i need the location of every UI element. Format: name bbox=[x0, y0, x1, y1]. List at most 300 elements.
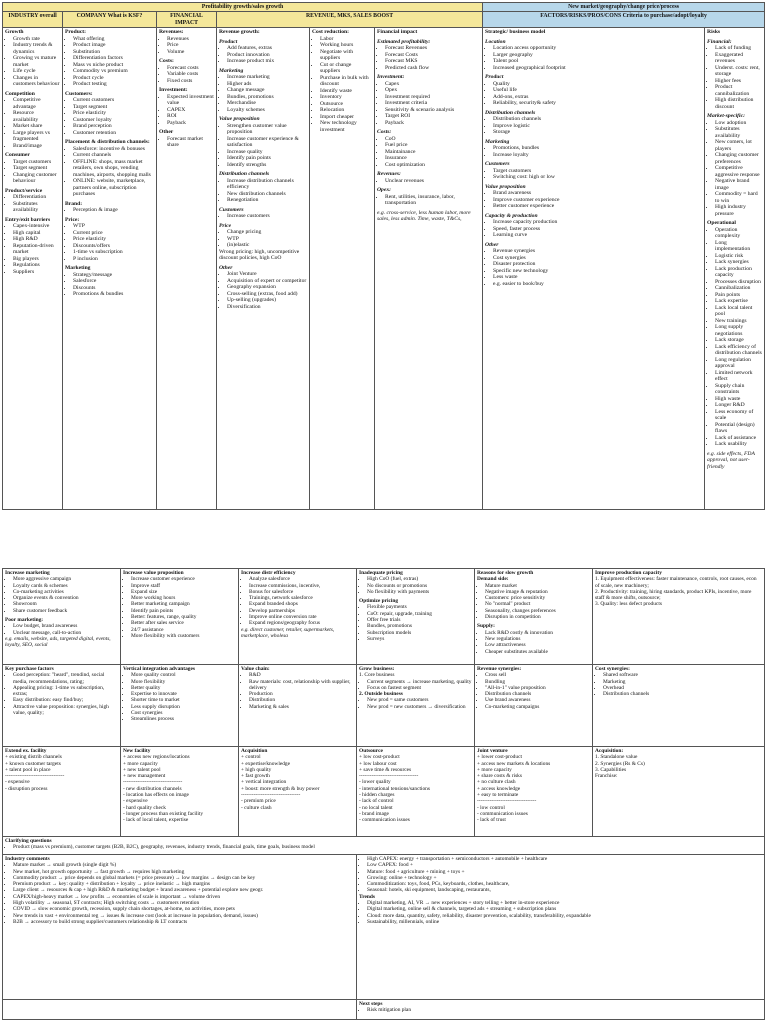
section-title: Consumer bbox=[5, 152, 30, 159]
list-item: • Long regulation approval bbox=[715, 357, 762, 370]
section-title: Capacity & production bbox=[485, 212, 538, 219]
list-item: • Better customer experience bbox=[493, 203, 702, 210]
list-item: • Joint Venture bbox=[227, 271, 307, 278]
list-item: • Increase marketing bbox=[227, 74, 307, 81]
section-title: Location bbox=[485, 38, 506, 45]
list-item: • Less supply disruption bbox=[131, 704, 236, 710]
list-item: • WTP bbox=[73, 223, 154, 230]
list-item: • High R&D bbox=[13, 236, 60, 243]
list-item: • Surveys bbox=[367, 636, 472, 642]
section-list bbox=[5, 223, 60, 275]
cell-line: + low cost-product bbox=[359, 754, 400, 761]
cell-line: 1. Equipment effectiveness: faster maintenance, controls, root causes, econ of scale, new machinery; bbox=[595, 576, 757, 589]
list-item: • Switching cost: high or low bbox=[493, 174, 702, 181]
cell-title: Trends bbox=[359, 893, 375, 900]
list-item: • Volume bbox=[167, 49, 214, 56]
section-title: Customers bbox=[219, 206, 244, 213]
list-item: • Expected investment value bbox=[167, 94, 214, 107]
list-item: • CoO: repair, upgrade, training bbox=[367, 611, 472, 617]
cell-line: - low control bbox=[477, 804, 505, 811]
cell-note: e.g. direct customer, retailer, supermarkets, marketplace, wholesa bbox=[241, 626, 335, 639]
list-item: • Purchase in bulk with discount bbox=[320, 75, 372, 88]
section-title: Entry/exit barriers bbox=[5, 216, 51, 223]
list-item: • Payback bbox=[385, 120, 480, 127]
section-title: Operational bbox=[707, 220, 736, 227]
section-list bbox=[485, 219, 702, 239]
section-title: Costs: bbox=[159, 58, 174, 65]
section-title: Price: bbox=[65, 216, 80, 223]
list-item: • Current customers bbox=[73, 97, 154, 104]
section-note: Wrong pricing: high, uncompetitive discount policies, high CoO bbox=[219, 248, 300, 262]
framework-cell bbox=[3, 665, 121, 747]
list-item: • Cost synergies bbox=[131, 710, 236, 716]
section-list bbox=[65, 223, 154, 262]
list-item: • Sensitivity & scenario analysis bbox=[385, 107, 480, 114]
cell-line: + access new regions/locations bbox=[123, 754, 190, 761]
list-item: • Identify pain points bbox=[131, 608, 236, 614]
list-item: • Lack local talent pool bbox=[715, 305, 762, 318]
list-item: • Identify strengths bbox=[227, 162, 307, 169]
list-item: • Attractive value proposition: synergies, high value, quality; bbox=[13, 704, 118, 717]
cell-line: 2. Synergies (Rs & Cs) bbox=[595, 760, 645, 767]
list-item: • Negative brand image bbox=[715, 178, 762, 191]
column-note: e.g. cross-service, less human labor, more sales, less admin. Time, waste, T&Cs, bbox=[377, 209, 471, 223]
section-list bbox=[159, 94, 214, 127]
cell-line: - longer process than existing facility bbox=[123, 810, 204, 817]
cell-list bbox=[359, 856, 762, 894]
list-item: • Variable costs bbox=[167, 71, 214, 78]
list-item: • Easy distribution: easy find/buy; bbox=[13, 697, 118, 703]
section-title: Revenues: bbox=[159, 29, 184, 36]
top-framework-table bbox=[2, 2, 765, 510]
cell-line: - premium price bbox=[241, 798, 276, 805]
section-list bbox=[707, 45, 762, 110]
section-title: Market-specific: bbox=[707, 113, 745, 120]
cell-line: + control bbox=[241, 754, 261, 761]
list-item: • Change message bbox=[227, 87, 307, 94]
cell-title: Improve production capacity bbox=[595, 570, 662, 576]
company-column bbox=[63, 28, 157, 510]
list-item: • Digital marketing, online sell & channels, targeted ads + streaming + subscription plans bbox=[367, 906, 762, 912]
list-item: • Fuel price bbox=[385, 142, 480, 149]
cell-line: + new management bbox=[123, 773, 166, 780]
section-list bbox=[377, 136, 480, 169]
list-item: • Change pricing bbox=[227, 229, 307, 236]
section-list bbox=[485, 45, 702, 71]
strategic-column bbox=[483, 28, 705, 510]
section-title: Distribution channels bbox=[219, 171, 270, 178]
list-item: • Cannibalization bbox=[715, 285, 762, 292]
list-item: • Bundles, promotions bbox=[367, 623, 472, 629]
list-item: • Discounts bbox=[73, 285, 154, 292]
section-title: Financial: bbox=[707, 38, 732, 45]
list-item: • B2B → accessory to build strong supplier/customers relationship & LT contracts bbox=[13, 919, 354, 925]
list-item: • Current channels bbox=[73, 152, 154, 159]
column-note: e.g. side effects, FDA approval, not user-friendly bbox=[707, 450, 755, 470]
list-item: • Cloud: more data, quantity, safety, reliability, disaster prevention, scalability, transferability, expandable bbox=[367, 913, 762, 919]
section-title: Opex: bbox=[377, 187, 391, 194]
cell-line: 1. Core business bbox=[359, 672, 395, 679]
list-item: • Expand branded shops bbox=[249, 601, 354, 607]
section-list bbox=[485, 190, 702, 210]
framework-cell bbox=[357, 665, 475, 747]
clarifying-questions bbox=[3, 837, 765, 855]
list-item: • Shared software bbox=[603, 672, 762, 678]
cell-list bbox=[477, 630, 590, 655]
financial-impact-column bbox=[375, 28, 483, 510]
cell-line: - communication issues bbox=[477, 810, 528, 817]
list-item: • Maintainance bbox=[385, 149, 480, 156]
list-item: • Less waste bbox=[493, 274, 702, 281]
framework-cell bbox=[593, 569, 765, 665]
cell-line: + boost: more strength & buy power bbox=[241, 785, 320, 792]
list-item: • Increase commissions, incentive, bbox=[249, 583, 354, 589]
list-item: • Brand awareness bbox=[493, 190, 702, 197]
section-title: Costs: bbox=[377, 129, 392, 136]
list-item: • Processes disruption bbox=[715, 279, 762, 286]
cell-title: Industry comments bbox=[5, 856, 50, 862]
list-item: • Product (mass vs premium), customer targets (B2B, B2C), geography, revenues, industry trends, financial goals, time goals, business model bbox=[13, 844, 762, 850]
list-item: • Logistic risk bbox=[715, 253, 762, 260]
cell-line: + vertical integration bbox=[241, 779, 287, 786]
list-item: • Strategy/message bbox=[73, 272, 154, 279]
list-item: • Customer retention bbox=[73, 130, 154, 137]
cell-line: 1. Standalone value bbox=[595, 754, 638, 761]
section-title: Product bbox=[219, 38, 238, 45]
list-item: • Shorter time to market bbox=[131, 697, 236, 703]
list-item: • Add features, extras bbox=[227, 45, 307, 52]
list-item: • High volatility → seasonal, ST contracts; High switching costs → customers retention bbox=[13, 900, 354, 906]
cell-title: Revenue synergies: bbox=[477, 666, 522, 672]
list-item: • Focus on fastest segment bbox=[367, 685, 472, 691]
section-list bbox=[485, 168, 702, 181]
list-item: • Predicted cash flow bbox=[385, 65, 480, 72]
list-item: • CAPEX/high-heavy market → low profits → economies of scale is important → volume driven bbox=[13, 894, 354, 900]
section-title: Other bbox=[159, 129, 174, 136]
section-title: Price bbox=[219, 222, 232, 229]
cell-line: + talent pool in place bbox=[5, 766, 51, 773]
cell-line: --------------------------------- bbox=[359, 773, 419, 780]
cell-title: Key purchase factors bbox=[5, 666, 54, 672]
framework-cell bbox=[475, 747, 593, 837]
list-item: • Exaggerated revenues bbox=[715, 52, 762, 65]
list-item: • Lack of funding bbox=[715, 45, 762, 52]
list-item: • Bonus for salesforce bbox=[249, 589, 354, 595]
list-item: • New market, hot growth opportunity → fast growth → requires high marketing bbox=[13, 869, 354, 875]
list-item: • Cost synergies bbox=[493, 255, 702, 262]
list-item: • More quality control bbox=[131, 672, 236, 678]
cell-line: - brand image bbox=[359, 810, 389, 817]
framework-cell bbox=[239, 747, 357, 837]
framework-cell bbox=[239, 665, 357, 747]
cell-title: Outsource bbox=[359, 748, 383, 754]
list-item: • No "normal" product bbox=[485, 601, 590, 607]
list-item: • New trainings bbox=[715, 318, 762, 325]
section-list bbox=[65, 36, 154, 88]
cell-line: - communication issues bbox=[359, 817, 410, 824]
next-steps bbox=[357, 1000, 765, 1020]
cell-title: Reasons for slow growth bbox=[477, 570, 534, 576]
framework-cell bbox=[3, 747, 121, 837]
list-item: • Diversification bbox=[227, 304, 307, 311]
list-item: • Discounts/offers bbox=[73, 243, 154, 250]
cell-list bbox=[5, 862, 354, 925]
list-item: • Cheaper substitutes available bbox=[485, 649, 590, 655]
list-item: • Negotiate with suppliers bbox=[320, 49, 372, 62]
list-item: • Seasonality, changes preferences bbox=[485, 608, 590, 614]
cell-list bbox=[359, 604, 472, 642]
list-item: • Better marketing campaign bbox=[131, 601, 236, 607]
list-item: • Long supply negotiations bbox=[715, 324, 762, 337]
section-list bbox=[485, 248, 702, 287]
list-item: • Increase loyalty bbox=[493, 152, 702, 159]
list-item: • Differentiation bbox=[13, 194, 60, 201]
section-title: Marketing bbox=[65, 265, 91, 272]
list-item: • Appealing pricing: 1-time vs subscription, extras; bbox=[13, 685, 118, 698]
list-item: • Forecast MKS bbox=[385, 58, 480, 65]
section-list bbox=[485, 145, 702, 158]
cell-title: Next steps bbox=[359, 1001, 383, 1007]
cell-title: Cost synergies: bbox=[595, 666, 630, 672]
list-item: • Showroom bbox=[13, 601, 118, 607]
list-item: • Location access opportunity bbox=[493, 45, 702, 52]
list-item: • Perception & image bbox=[73, 207, 154, 214]
list-item: • Co-marketing campaigns bbox=[485, 704, 590, 710]
list-item: • Regulations bbox=[13, 262, 60, 269]
section-list bbox=[159, 65, 214, 85]
list-item: • Increased geographical footprint bbox=[493, 65, 702, 72]
list-item: • Marketing & sales bbox=[249, 704, 354, 710]
cell-line: - new distribution channels bbox=[123, 785, 182, 792]
list-item: • P inclusion bbox=[73, 256, 154, 263]
section-title: Marketing bbox=[485, 138, 510, 145]
list-item: • Longer R&D bbox=[715, 402, 762, 409]
list-item: • Lack production capacity bbox=[715, 266, 762, 279]
list-item: • Flexible payments bbox=[367, 604, 472, 610]
list-item: • Insurance bbox=[385, 155, 480, 162]
list-item: • Payback bbox=[167, 120, 214, 127]
section-title: Value proposition bbox=[219, 116, 260, 123]
list-item: • Suppliers bbox=[13, 269, 60, 276]
cell-line: + known customer targets bbox=[5, 760, 61, 767]
list-item: • Capex bbox=[385, 81, 480, 88]
framework-cell bbox=[121, 665, 239, 747]
cell-line: 2. Productivity: training, hiring standards, product KPIs, incentive, more staff & more shifts, outsource; bbox=[595, 588, 752, 602]
cell-title: Poor marketing: bbox=[5, 617, 44, 624]
list-item: • Renegotiation bbox=[227, 197, 307, 204]
cell-line: 3. Capabilities bbox=[595, 766, 627, 773]
list-item: • Bundles, promotions bbox=[227, 94, 307, 101]
list-item: • Opex bbox=[385, 87, 480, 94]
list-item: • Product cannibalization bbox=[715, 84, 762, 97]
section-list bbox=[219, 45, 307, 65]
list-item: • Forecast Costs bbox=[385, 52, 480, 59]
list-item: • Low budget, brand awareness bbox=[13, 623, 118, 629]
list-item: • Commoditization: toys, food, PCs, keyboards, clothes, healthcare, bbox=[367, 881, 762, 887]
cell-list bbox=[5, 576, 118, 614]
section-title: Revenues: bbox=[377, 171, 401, 178]
list-item: • Develop partnerships bbox=[249, 608, 354, 614]
section-title: Customers: bbox=[65, 90, 93, 97]
list-item: • No flexibility with payments bbox=[367, 589, 472, 595]
list-item: • Growing: online + technology + bbox=[367, 875, 762, 881]
list-item: • Competitive aggressive response bbox=[715, 165, 762, 178]
cell-line: + expertise/knowledge bbox=[241, 760, 290, 767]
section-list bbox=[377, 81, 480, 127]
list-item: • Life cycle bbox=[13, 68, 60, 75]
cell-list bbox=[123, 672, 236, 722]
list-item: • Promotions & bundles bbox=[73, 291, 154, 298]
cell-title: Grow business: bbox=[359, 666, 395, 672]
list-item: • Product testing bbox=[73, 81, 154, 88]
cell-line: + high quality bbox=[241, 766, 272, 773]
list-item: • Commodity = hard to win bbox=[715, 191, 762, 204]
cell-line: + more capacity bbox=[123, 760, 158, 767]
cell-list bbox=[359, 679, 472, 692]
cell-line: - hard quality check bbox=[123, 804, 166, 811]
list-item: • Improve staff bbox=[131, 583, 236, 589]
list-item: • New regulations bbox=[485, 636, 590, 642]
list-item: • Production bbox=[249, 691, 354, 697]
section-list bbox=[219, 123, 307, 169]
list-item: • Import cheaper bbox=[320, 114, 372, 121]
list-item: • Expertise to innovate bbox=[131, 691, 236, 697]
cell-line: - expensive bbox=[5, 779, 30, 786]
framework-cell bbox=[593, 665, 765, 747]
list-item: • Increase customers bbox=[227, 213, 307, 220]
cell-line: - culture clash bbox=[241, 804, 272, 811]
list-item: • Mature market → small growth (single digit %) bbox=[13, 862, 354, 868]
list-item: • Working hours bbox=[320, 42, 372, 49]
cell-list bbox=[359, 576, 472, 595]
cell-line: + easy to terminate bbox=[477, 792, 519, 799]
list-item: • Commodity vs premium bbox=[73, 68, 154, 75]
cell-list bbox=[123, 576, 236, 639]
list-item: • Product innovation bbox=[227, 52, 307, 59]
list-item: • Distribution channels bbox=[603, 691, 762, 697]
section-list bbox=[5, 159, 60, 185]
list-item: • Product cycle bbox=[73, 75, 154, 82]
list-item: • What offering bbox=[73, 36, 154, 43]
cell-line: 2. Outside business bbox=[359, 691, 403, 698]
list-item: • Substitutes availability bbox=[13, 201, 60, 214]
section-list bbox=[219, 229, 307, 249]
cell-list bbox=[5, 623, 118, 636]
list-item: • Price bbox=[167, 42, 214, 49]
section-list bbox=[219, 271, 307, 310]
list-item: • Digital marketing, AI, VR → new experiences + story telling + better in-store experience bbox=[367, 900, 762, 906]
cell-subtitle: Demand side: bbox=[477, 576, 509, 583]
list-item: • Price elasticity bbox=[73, 110, 154, 117]
list-item: • Use brand awareness bbox=[485, 697, 590, 703]
list-item: • Inventory bbox=[320, 94, 372, 101]
framework-cell bbox=[357, 747, 475, 837]
framework-cell bbox=[121, 747, 239, 837]
section-list bbox=[65, 207, 154, 214]
list-item: • Seasonal: hotels, ski equipment, landscaping, restaurants, bbox=[367, 887, 762, 893]
list-item: • Cross sell bbox=[485, 672, 590, 678]
list-item: • Up-selling (upgrades) bbox=[227, 297, 307, 304]
list-item: • Disruption in competition bbox=[485, 614, 590, 620]
list-item: • "All-in-1" value proposition bbox=[485, 685, 590, 691]
list-item: • Low attractiveness bbox=[485, 642, 590, 648]
list-item: • New technology investment bbox=[320, 120, 372, 133]
cell-line: + save time & resources bbox=[359, 766, 412, 773]
list-item: • Sustainability, millennials, online bbox=[367, 919, 762, 925]
list-item: • Lack of assistance bbox=[715, 435, 762, 442]
section-list bbox=[65, 146, 154, 198]
list-item: • Long implementation bbox=[715, 240, 762, 253]
section-list bbox=[219, 74, 307, 113]
list-item: • Cross-selling (extras, food add) bbox=[227, 291, 307, 298]
industry-comments bbox=[3, 855, 357, 1000]
list-item: • Reliability, security& safety bbox=[493, 100, 702, 107]
list-item: • Salesforce bbox=[73, 278, 154, 285]
list-item: • Share customer feedback bbox=[13, 608, 118, 614]
column-intro: Strategic/ business model bbox=[485, 29, 546, 36]
list-item: • Talent pool bbox=[493, 58, 702, 65]
list-item: • New comers, lot players bbox=[715, 139, 762, 152]
column-intro: Financial impact bbox=[377, 29, 418, 36]
list-item: • Current segments → increase marketing, quality bbox=[367, 679, 472, 685]
column-intro: Revenue growth: bbox=[219, 29, 260, 36]
cell-line: --------------------------------- bbox=[123, 779, 183, 786]
cell-line: - disruption process bbox=[5, 785, 48, 792]
framework-cell bbox=[3, 569, 121, 665]
list-item: • Rent, utilities, insurance, labor, transportation bbox=[385, 194, 480, 207]
cell-list bbox=[359, 900, 762, 925]
cell-list bbox=[477, 583, 590, 621]
list-item: • Industry trends & dynamics bbox=[13, 42, 60, 55]
list-item: • Competitive advantage bbox=[13, 97, 60, 110]
banner-new-market: New market/geography/change price/process bbox=[483, 3, 765, 12]
list-item: • Lack R&D costly & innovation bbox=[485, 630, 590, 636]
list-item: • Lack usability bbox=[715, 441, 762, 448]
list-item: • Better quality bbox=[131, 685, 236, 691]
section-list bbox=[65, 97, 154, 136]
section-list bbox=[707, 120, 762, 218]
list-item: • Customers: price sensitivity bbox=[485, 595, 590, 601]
section-title: Customers bbox=[485, 161, 510, 168]
list-item: • Improve customer experience bbox=[493, 197, 702, 204]
list-item: • Mass vs niche product bbox=[73, 62, 154, 69]
list-item: • 24/7 assistance bbox=[131, 627, 236, 633]
header-industry: INDUSTRY overall bbox=[3, 12, 63, 28]
cell-list bbox=[241, 672, 354, 710]
list-item: • Large players vs fragmented bbox=[13, 130, 60, 143]
section-list bbox=[5, 97, 60, 149]
list-item: • Differentiation factors bbox=[73, 55, 154, 62]
cost-column bbox=[310, 28, 375, 510]
cell-title: Joint venture bbox=[477, 748, 508, 754]
bottom-framework-table bbox=[2, 568, 765, 1020]
section-title: Other bbox=[485, 241, 499, 248]
list-item: • Lack efficiency of distribution channels bbox=[715, 344, 762, 357]
list-item: • Lack synergies bbox=[715, 259, 762, 266]
list-item: • New prod = same customers bbox=[367, 697, 472, 703]
cell-title: Acquisition bbox=[241, 748, 268, 754]
framework-cell bbox=[121, 569, 239, 665]
cell-title: Clarifying questions bbox=[5, 838, 52, 844]
cell-list bbox=[5, 672, 118, 716]
list-item: • Add-ons, extras bbox=[493, 94, 702, 101]
industry-column bbox=[3, 28, 63, 510]
list-item: • Identify waste bbox=[320, 88, 372, 95]
framework-cell bbox=[357, 569, 475, 665]
list-item: • Increase product mix bbox=[227, 58, 307, 65]
list-item: • Improve logistic bbox=[493, 123, 702, 130]
industry-examples-trends bbox=[357, 855, 765, 1000]
